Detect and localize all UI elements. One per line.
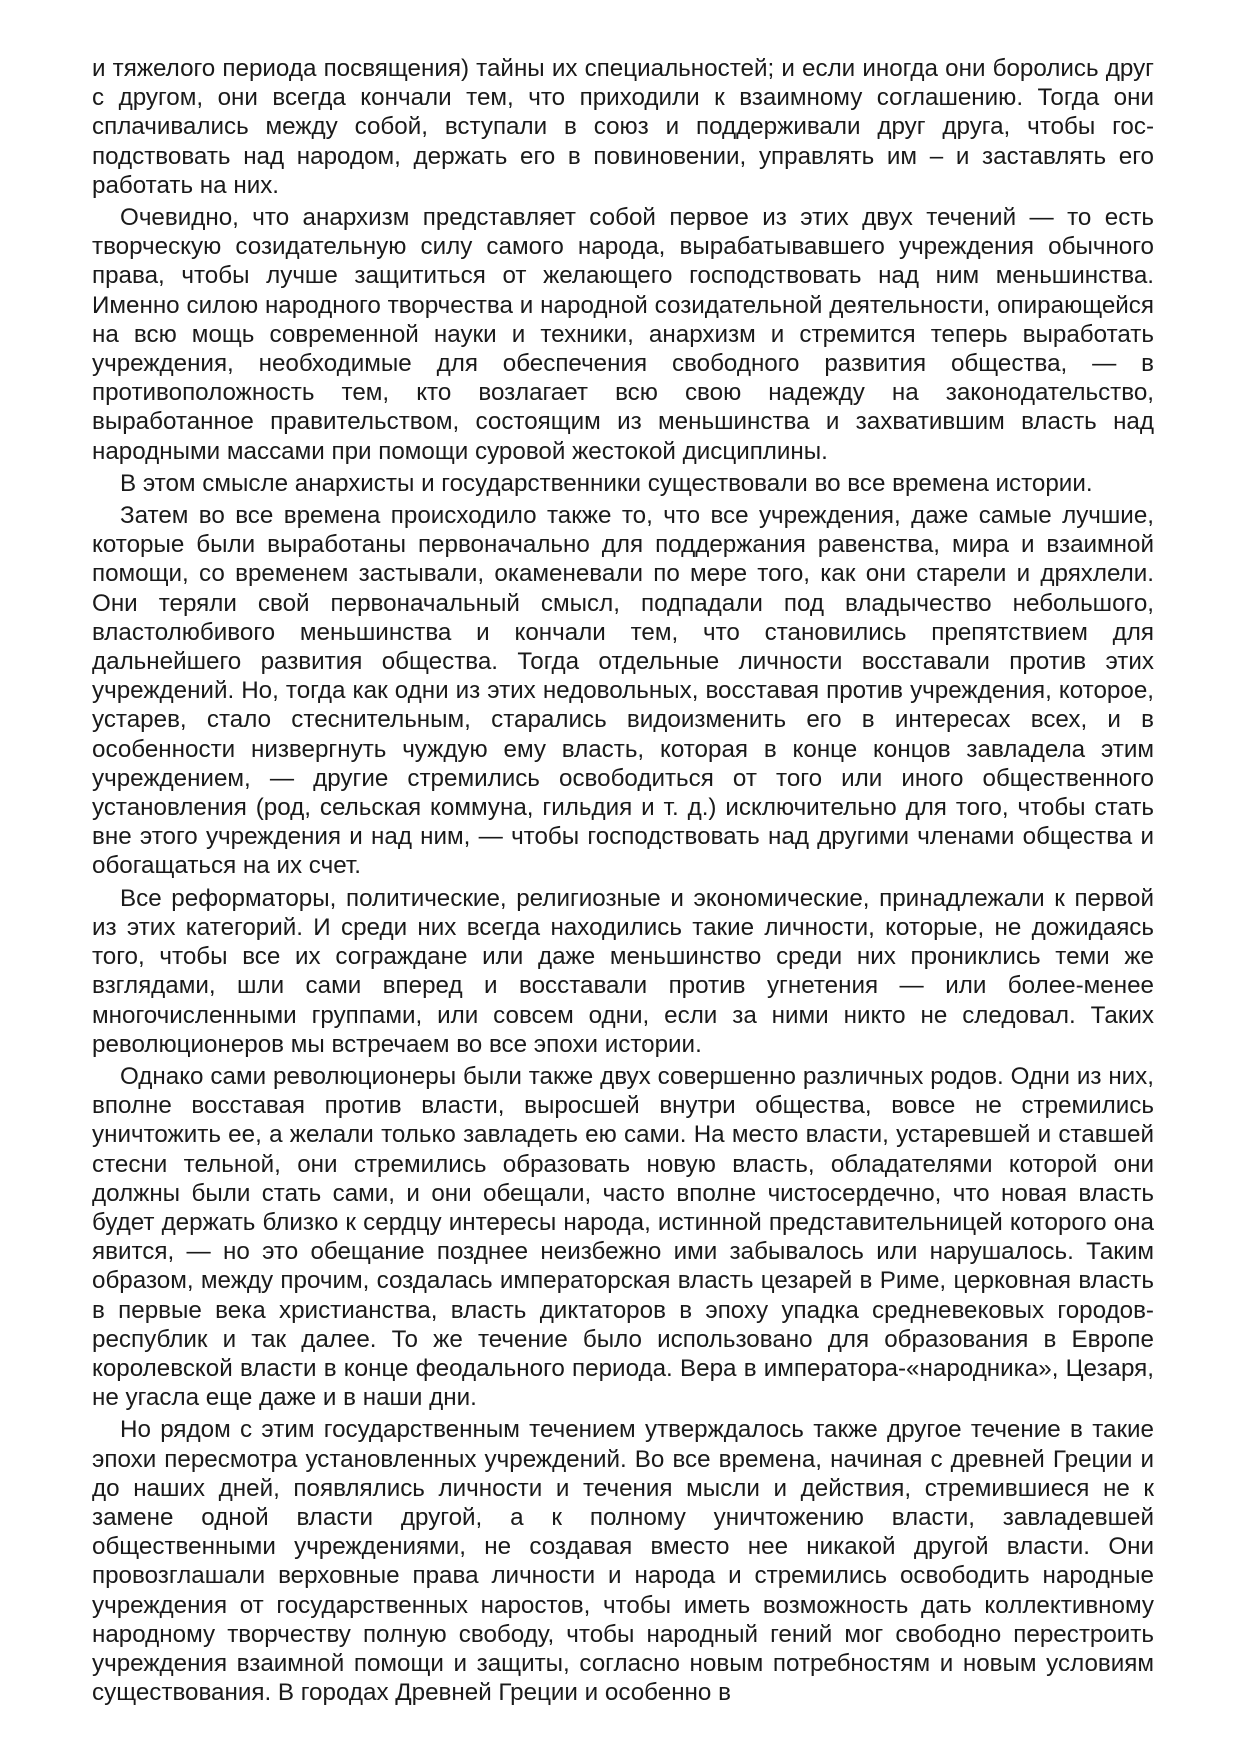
paragraph-6: Однако сами революционеры были также двух совершенно различных родов. Одни из них, вполне восставая против власти, выросшей внутри общества, вовсе не стремились уничтожить ее, а желали только завладеть ею сами. На место власти, устаревшей и ставшей стесни тельной, они стремились образовать новую власть, обладателями которой они должны были стать сами, и они обещали, часто вполне чистосердечно, что новая власть будет держать близко к сердцу интересы народа, истинной представительницей которого она явится, — но это обещание позднее неизбежно ими забывалось или нарушалось. Таким образом, между прочим, создалась императорская власть цезарей в Риме, церковная власть в первые века христианства, власть диктаторов в эпоху упадка средневековых городов-республик и так далее. То же течение было использовано для образования в Европе королевской власти в конце феодального периода. Вера в императора-«народника», Цезаря, не угасла еще даже и в наши дни. (92, 1062, 1154, 1412)
document-page (92, 54, 1154, 1710)
paragraph-1: и тяжелого периода посвящения) тайны их специальностей; и если иногда они боролись друг с другом, они всегда кончали тем, что приходили к взаимному соглашению. Тогда они сплачивались между собой, вступали в союз и поддерживали друг друга, чтобы господствовать над народом, держать его в повиновении, управлять им – и заставлять его работать на них. (92, 55, 1154, 199)
paragraph-7: Но рядом с этим государственным течением утверждалось также другое течение в такие эпохи пересмотра установленных учреждений. Во все времена, начиная с древней Греции и до наших дней, появлялись личности и течения мысли и действия, стремившиеся не к замене одной власти другой, а к полному уничтожению власти, завладевшей общественными учреждениями, не создавая вместо нее никакой другой власти. Они провозглашали верховные права личности и народа и стремились освободить народные учреждения от государственных наростов, чтобы иметь возможность дать коллективному народному творчеству полную свободу, чтобы народный гений мог свободно перестроить учреждения взаимной помощи и защиты, согласно новым потребностям и новым условиям существования. В городах Древней Греции и особенно в (92, 1416, 1154, 1707)
paragraph-2: Очевидно, что анархизм представляет собой первое из этих двух течений — то есть творческую созидательную силу самого народа, вырабатывавшего учреждения обычного права, чтобы лучше защититься от желающего господствовать над ним меньшинства. Именно силою народного творчества и народной созидательной деятельности, опирающейся на всю мощь современной науки и техники, анархизм и стремится теперь выработать учреждения, необходимые для обеспечения свободного развития общества, — в противоположность тем, кто возлагает всю свою надежду на законодательство, выработанное правительством, состоящим из меньшинства и захватившим власть над народными массами при помощи суровой жестокой дисциплины. (92, 204, 1154, 465)
paragraph-4: Затем во все времена происходило также то, что все учреждения, даже самые лучшие, которые были выработаны первоначально для поддержания равенства, мира и взаимной помощи, со временем застывали, окаменевали по мере того, как они старели и дряхлели. Они теряли свой первоначальный смысл, подпадали под владычество небольшого, властолюбивого меньшинства и кончали тем, что становились препятствием для дальнейшего развития общества. Тогда отдельные личности восставали против этих учреждений. Но, тогда как одни из этих недовольных, восставая против учреждения, которое, устарев, стало стеснительным, старались видоизменить его в интересах всех, и в особенности низвергнуть чуждую ему власть, которая в конце концов завладела этим учреждением, — другие стремились освободиться от того или иного общественного установления (род, сельская коммуна, гильдия и т. д.) исключительно для того, чтобы стать вне этого учреждения и над ним, — чтобы господствовать над другими членами общества и обогащаться на их счет. (92, 502, 1154, 880)
paragraph-5: Все реформаторы, политические, религиозные и экономические, принадлежали к первой из этих категорий. И среди них всегда находились такие личности, которые, не дожидаясь того, чтобы все их сограждане или даже меньшинство среди них прониклись теми же взглядами, шли сами вперед и восставали против угнетения — или более-менее многочисленными группами, или совсем одни, если за ними никто не следовал. Таких революционеров мы встречаем во все эпохи истории. (92, 884, 1154, 1058)
paragraph-3: В этом смысле анархисты и государственники существовали во все времена истории. (120, 469, 1093, 497)
